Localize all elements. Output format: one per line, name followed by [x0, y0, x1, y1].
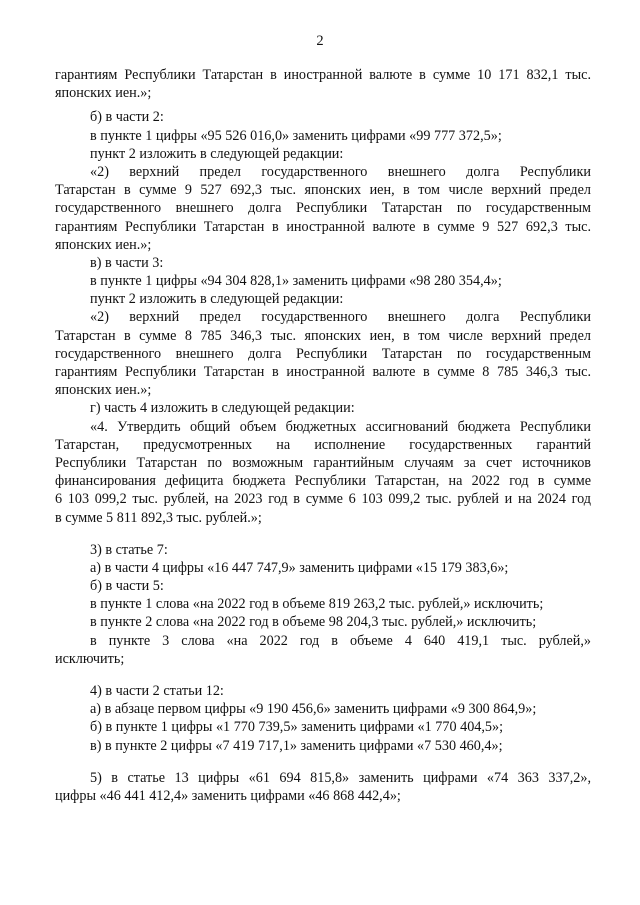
text-line: в) в пункте 2 цифры «7 419 717,1» заменить цифрами «7 530 460,4»; — [90, 737, 503, 754]
text-line: государственного внешнего долга Республики Татарстан по государственным — [55, 345, 591, 362]
text-line: 6 103 099,2 тыс. рублей, на 2023 год в сумме 6 103 099,2 тыс. рублей и на 2024 год — [55, 491, 591, 508]
text-line: в пункте 1 цифры «94 304 828,1» заменить цифрами «98 280 354,4»; — [90, 273, 502, 290]
document-body — [55, 66, 591, 805]
text-line: государственного внешнего долга Республики Татарстан по государственным — [55, 200, 591, 217]
text-line: японских иен.»; — [55, 382, 152, 399]
text-line: г) часть 4 изложить в следующей редакции: — [90, 400, 355, 417]
text-line: цифры «46 441 412,4» заменить цифрами «46 868 442,4»; — [55, 787, 401, 804]
text-line: японских иен.»; — [55, 236, 152, 253]
text-line: в пункте 2 слова «на 2022 год в объеме 98 204,3 тыс. рублей,» исключить; — [90, 614, 537, 631]
text-line: «2) верхний предел государственного внешнего долга Республики — [90, 163, 591, 180]
text-line: б) в части 5: — [90, 578, 164, 595]
text-line: в пункте 1 слова «на 2022 год в объеме 819 263,2 тыс. рублей,» исключить; — [90, 596, 544, 613]
text-line: «2) верхний предел государственного внешнего долга Республики — [90, 309, 591, 326]
text-line: в сумме 5 811 892,3 тыс. рублей.»; — [55, 509, 262, 526]
text-line: а) в абзаце первом цифры «9 190 456,6» заменить цифрами «9 300 864,9»; — [90, 701, 537, 718]
text-line: пункт 2 изложить в следующей редакции: — [90, 291, 344, 308]
text-line: Татарстан в сумме 8 785 346,3 тыс. японских иен, в том числе верхний предел — [55, 327, 591, 344]
text-line: гарантиям Республики Татарстан в иностранной валюте в сумме 8 785 346,3 тыс. — [55, 364, 591, 380]
text-line: в пункте 3 слова «на 2022 год в объеме 4 640 419,1 тыс. рублей,» — [90, 632, 591, 649]
text-line: японских иен.»; — [55, 85, 152, 102]
text-line: гарантиям Республики Татарстан в иностранной валюте в сумме 9 527 692,3 тыс. — [55, 218, 591, 235]
text-line: б) в пункте 1 цифры «1 770 739,5» заменить цифрами «1 770 404,5»; — [90, 719, 504, 736]
text-line: в) в части 3: — [90, 254, 164, 271]
text-line: б) в части 2: — [90, 109, 164, 126]
text-line: 4) в части 2 статьи 12: — [90, 683, 224, 699]
text-line: пункт 2 изложить в следующей редакции: — [90, 145, 344, 162]
text-line: «4. Утвердить общий объем бюджетных ассигнований бюджета Республики — [90, 418, 591, 435]
text-line: исключить; — [55, 650, 125, 667]
page-number: 2 — [316, 33, 324, 49]
text-line: Татарстан, предусмотренных на исполнение государственных гарантий — [55, 436, 591, 453]
text-line: Татарстан в сумме 9 527 692,3 тыс. японских иен, в том числе верхний предел — [55, 182, 591, 199]
text-line: а) в части 4 цифры «16 447 747,9» заменить цифрами «15 179 383,6»; — [90, 559, 509, 576]
text-line: финансирования дефицита бюджета Республики Татарстан, на 2022 год в сумме — [55, 473, 591, 490]
text-line: Республики Татарстан по возможным гарантийным случаям за счет источников — [55, 454, 591, 471]
text-line: 3) в статье 7: — [90, 541, 168, 558]
text-line: 5) в статье 13 цифры «61 694 815,8» заменить цифрами «74 363 337,2», — [90, 769, 591, 786]
text-line: в пункте 1 цифры «95 526 016,0» заменить цифрами «99 777 372,5»; — [90, 127, 502, 144]
text-line: гарантиям Республики Татарстан в иностранной валюте в сумме 10 171 832,1 тыс. — [55, 67, 591, 83]
